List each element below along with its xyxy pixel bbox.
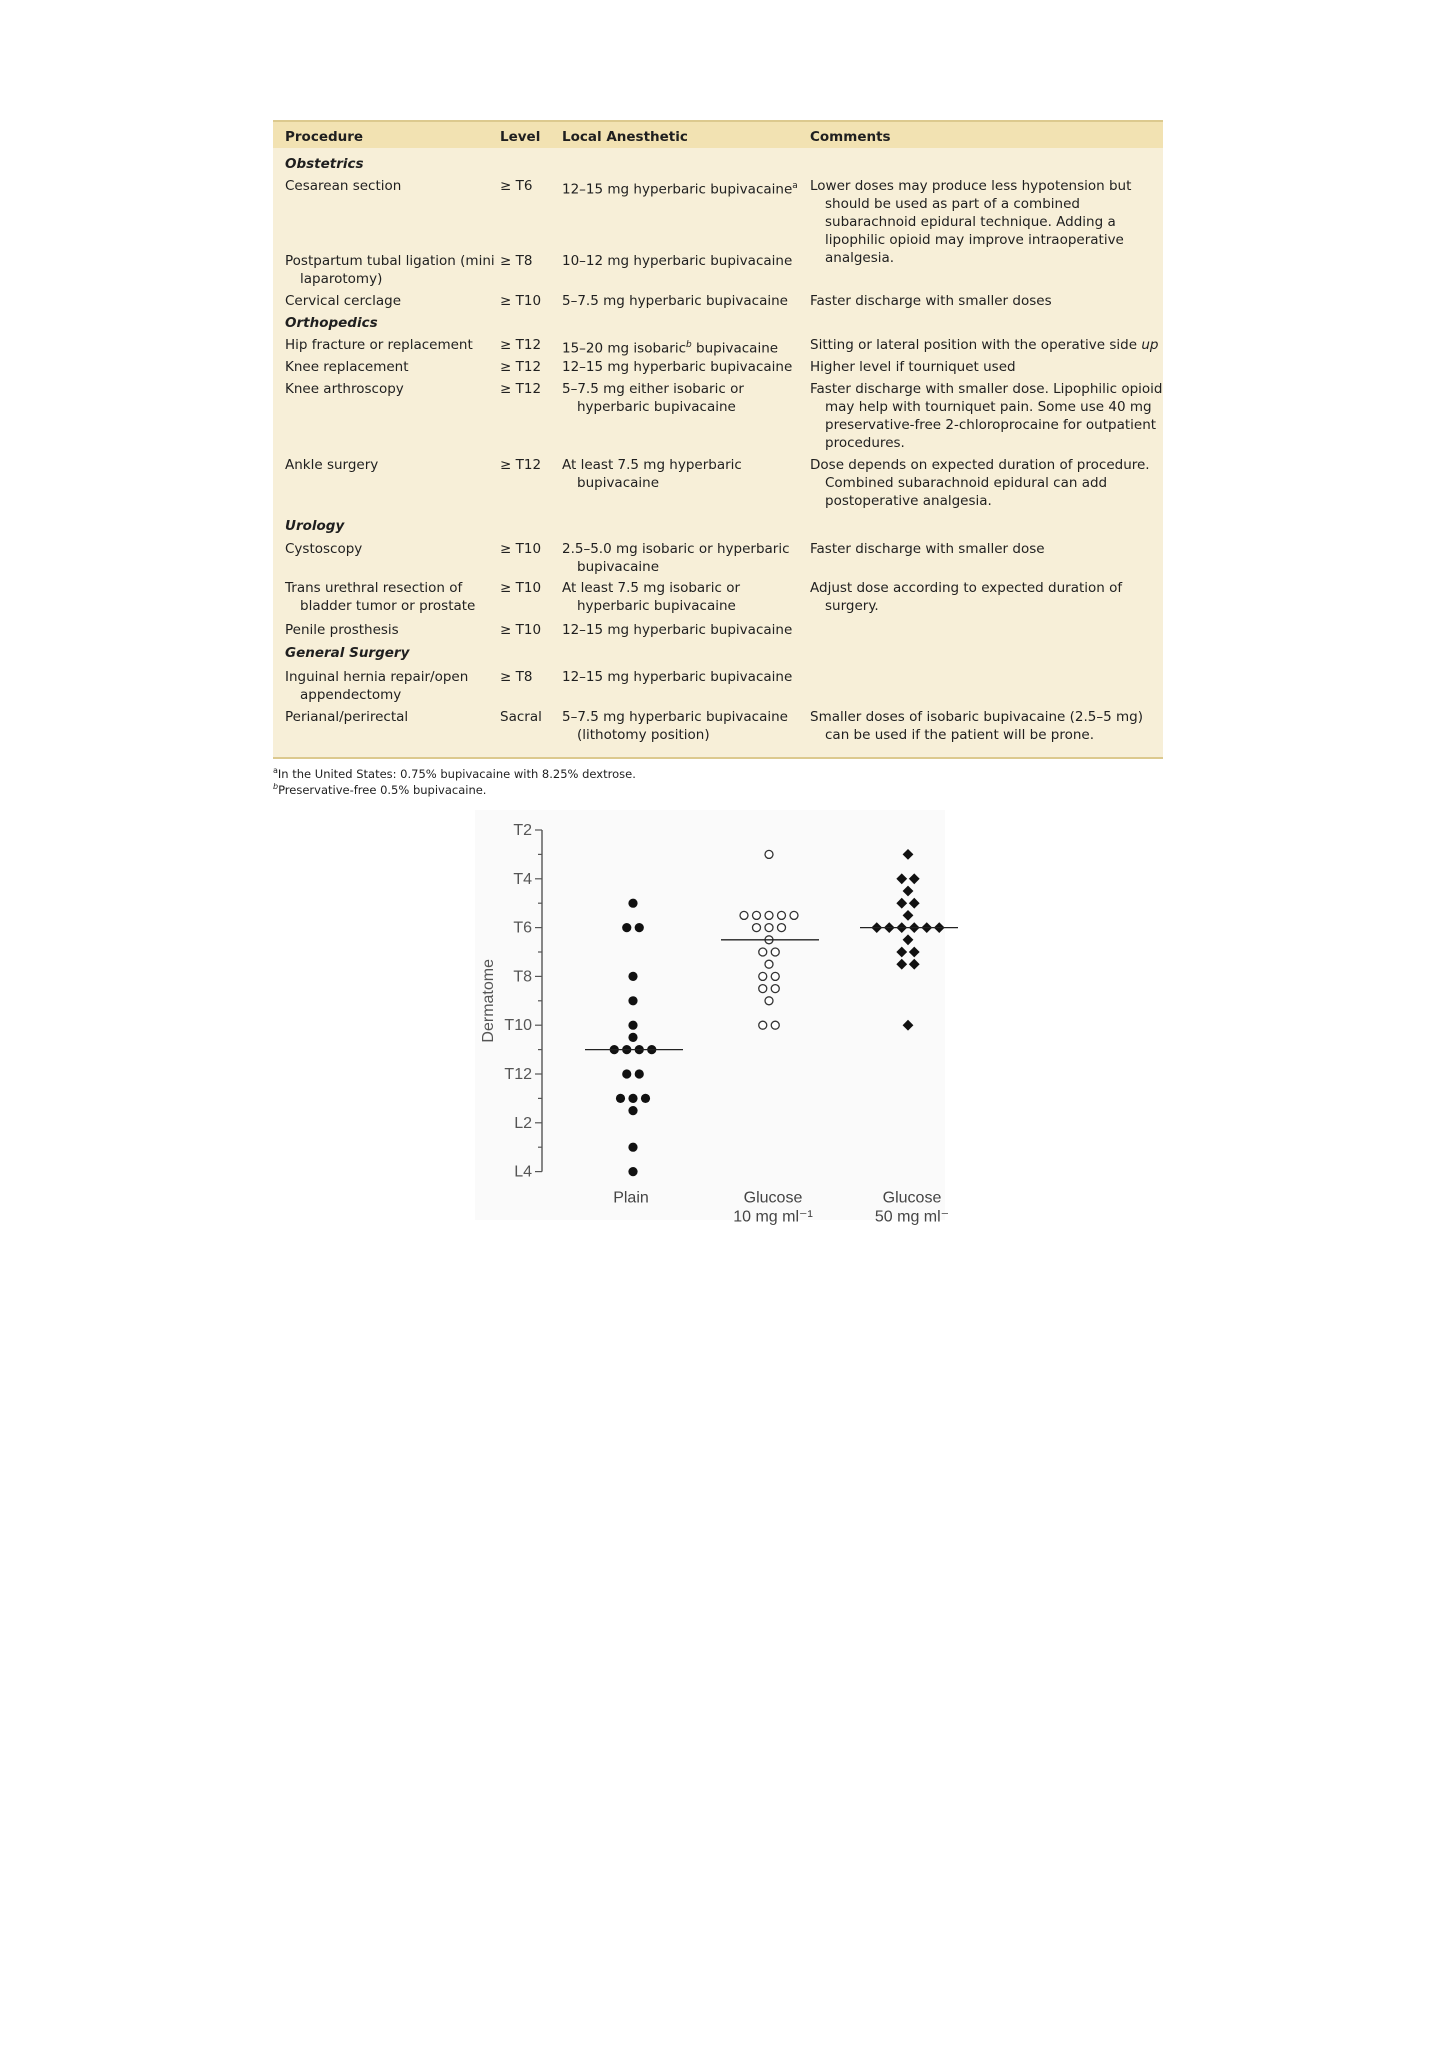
level-turbt: ≥ T10 xyxy=(500,580,542,596)
anesthetic-inguinal-hernia: 12–15 mg hyperbaric bupivacaine xyxy=(562,669,793,685)
plain-point xyxy=(628,1143,637,1152)
glucose10-point xyxy=(771,985,779,993)
plain-point xyxy=(628,1167,637,1176)
plain-point xyxy=(628,1021,637,1030)
proc-cervical-cerclage: Cervical cerclage xyxy=(285,293,402,309)
category-label: 10 mg ml⁻¹ xyxy=(733,1208,813,1226)
anesthetic-knee-replacement: 12–15 mg hyperbaric bupivacaine xyxy=(562,359,793,375)
plain-point xyxy=(628,1094,637,1103)
comment-perianal: Smaller doses of isobaric bupivacaine (2.5–5 mg) can be used if the patient will be prone. xyxy=(810,709,1143,743)
y-tick-label: L4 xyxy=(514,1163,532,1181)
glucose10-point xyxy=(759,1021,767,1029)
plain-point xyxy=(628,1033,637,1042)
y-tick-label: T10 xyxy=(504,1017,532,1035)
glucose10-point xyxy=(765,850,773,858)
y-axis-label: Dermatome xyxy=(480,959,497,1043)
section-orthopedics: Orthopedics xyxy=(285,315,378,331)
glucose10-point xyxy=(765,960,773,968)
level-inguinal-hernia: ≥ T8 xyxy=(500,669,533,685)
level-cesarean: ≥ T6 xyxy=(500,178,533,194)
y-tick-label: L2 xyxy=(514,1114,532,1132)
glucose10-point xyxy=(771,1021,779,1029)
anesthetic-hip-fracture: 15–20 mg isobaric$^b$ bupivacaine xyxy=(562,340,779,357)
glucose10-point xyxy=(778,911,786,919)
anesthetic-perianal: 5–7.5 mg hyperbaric bupivacaine (lithotomy position) xyxy=(562,709,788,743)
y-tick-label: T12 xyxy=(504,1066,532,1083)
comment-turbt: Adjust dose according to expected duration of surgery. xyxy=(810,580,1123,614)
category-label: Glucose xyxy=(882,1189,942,1207)
glucose10-point xyxy=(771,972,779,980)
y-tick-label: T2 xyxy=(513,822,532,839)
glucose10-point xyxy=(759,985,767,993)
category-label: Plain xyxy=(613,1189,649,1207)
proc-hip-fracture: Hip fracture or replacement xyxy=(285,337,473,353)
glucose10-point xyxy=(765,911,773,919)
glucose10-point xyxy=(778,924,786,932)
anesthetic-cervical-cerclage: 5–7.5 mg hyperbaric bupivacaine xyxy=(562,293,788,309)
proc-cesarean: Cesarean section xyxy=(285,178,402,194)
level-cystoscopy: ≥ T10 xyxy=(500,541,542,557)
anesthetic-tubal-ligation: 10–12 mg hyperbaric bupivacaine xyxy=(562,253,793,269)
plain-point xyxy=(635,1069,644,1078)
table-header-row xyxy=(273,122,1163,148)
footnote-a: $^a$In the United States: 0.75% bupivacaine with 8.25% dextrose. xyxy=(273,766,636,781)
header-comments: Comments xyxy=(810,129,891,145)
dermatome-scatter-plot xyxy=(465,810,965,1230)
level-perianal: Sacral xyxy=(500,709,542,725)
comment-cervical-cerclage: Faster discharge with smaller doses xyxy=(810,293,1052,309)
plain-point xyxy=(628,972,637,981)
glucose10-point xyxy=(759,972,767,980)
y-tick-label: T4 xyxy=(513,870,532,888)
plain-point xyxy=(616,1094,625,1103)
proc-inguinal-hernia: Inguinal hernia repair/open appendectomy xyxy=(285,669,469,703)
proc-turbt: Trans urethral resection of bladder tumor or prostate xyxy=(285,580,476,614)
comment-knee-replacement: Higher level if tourniquet used xyxy=(810,359,1016,375)
glucose10-point xyxy=(753,911,761,919)
glucose10-point xyxy=(771,948,779,956)
anesthetic-knee-arthroscopy: 5–7.5 mg either isobaric or hyperbaric bupivacaine xyxy=(562,381,744,415)
comment-hip-fracture: Sitting or lateral position with the operative side up xyxy=(810,337,1159,353)
plain-point xyxy=(628,996,637,1005)
header-procedure: Procedure xyxy=(285,129,364,145)
proc-cystoscopy: Cystoscopy xyxy=(285,541,363,557)
level-ankle-surgery: ≥ T12 xyxy=(500,457,542,473)
anesthetic-cystoscopy: 2.5–5.0 mg isobaric or hyperbaric bupivacaine xyxy=(562,541,790,575)
category-label: 50 mg ml⁻ xyxy=(874,1208,950,1226)
plain-point xyxy=(635,923,644,932)
plain-point xyxy=(641,1094,650,1103)
proc-penile-prosthesis: Penile prosthesis xyxy=(285,622,399,638)
footnote-b: $^b$Preservative-free 0.5% bupivacaine. xyxy=(273,782,487,797)
proc-tubal-ligation: Postpartum tubal ligation (mini laparotomy) xyxy=(285,253,495,287)
section-general-surgery: General Surgery xyxy=(285,645,410,661)
proc-knee-arthroscopy: Knee arthroscopy xyxy=(285,381,404,397)
proc-ankle-surgery: Ankle surgery xyxy=(285,457,379,473)
comment-ankle-surgery: Dose depends on expected duration of procedure. Combined subarachnoid epidural can add postoperative analgesia. xyxy=(810,457,1150,509)
header-level: Level xyxy=(500,129,541,145)
plain-point xyxy=(622,1069,631,1078)
y-tick-label: T8 xyxy=(513,968,532,986)
level-hip-fracture: ≥ T12 xyxy=(500,337,542,353)
spinal-anesthesia-table xyxy=(273,120,1163,759)
proc-knee-replacement: Knee replacement xyxy=(285,359,409,375)
plot-background xyxy=(475,810,945,1220)
glucose10-point xyxy=(765,997,773,1005)
comment-cystoscopy: Faster discharge with smaller dose xyxy=(810,541,1045,557)
glucose10-point xyxy=(765,924,773,932)
level-cervical-cerclage: ≥ T10 xyxy=(500,293,542,309)
level-penile-prosthesis: ≥ T10 xyxy=(500,622,542,638)
glucose10-point xyxy=(790,911,798,919)
comment-knee-arthroscopy: Faster discharge with smaller dose. Lipophilic opioid may help with tourniquet pain. Some use 40 mg preservative-free 2-chloroprocaine for outpatient procedures. xyxy=(810,381,1163,451)
level-tubal-ligation: ≥ T8 xyxy=(500,253,533,269)
y-tick-label: T6 xyxy=(513,919,532,937)
anesthetic-cesarean: 12–15 mg hyperbaric bupivacaine$^a$ xyxy=(562,181,798,198)
comment-cesarean: Lower doses may produce less hypotension but should be used as part of a combined subarachnoid epidural technique. Adding a lipophilic opioid may improve intraoperative analgesia. xyxy=(810,178,1132,266)
anesthetic-turbt: At least 7.5 mg isobaric or hyperbaric bupivacaine xyxy=(562,580,741,614)
level-knee-arthroscopy: ≥ T12 xyxy=(500,381,542,397)
glucose10-point xyxy=(753,924,761,932)
section-urology: Urology xyxy=(285,518,345,534)
plain-point xyxy=(628,1106,637,1115)
level-knee-replacement: ≥ T12 xyxy=(500,359,542,375)
anesthetic-penile-prosthesis: 12–15 mg hyperbaric bupivacaine xyxy=(562,622,793,638)
header-local-anesthetic: Local Anesthetic xyxy=(562,129,688,145)
plain-point xyxy=(622,923,631,932)
anesthetic-ankle-surgery: At least 7.5 mg hyperbaric bupivacaine xyxy=(562,457,742,491)
category-label: Glucose xyxy=(743,1189,803,1207)
glucose10-point xyxy=(740,911,748,919)
plain-point xyxy=(628,899,637,908)
proc-perianal: Perianal/perirectal xyxy=(285,709,409,725)
glucose10-point xyxy=(759,948,767,956)
section-obstetrics: Obstetrics xyxy=(285,156,364,172)
